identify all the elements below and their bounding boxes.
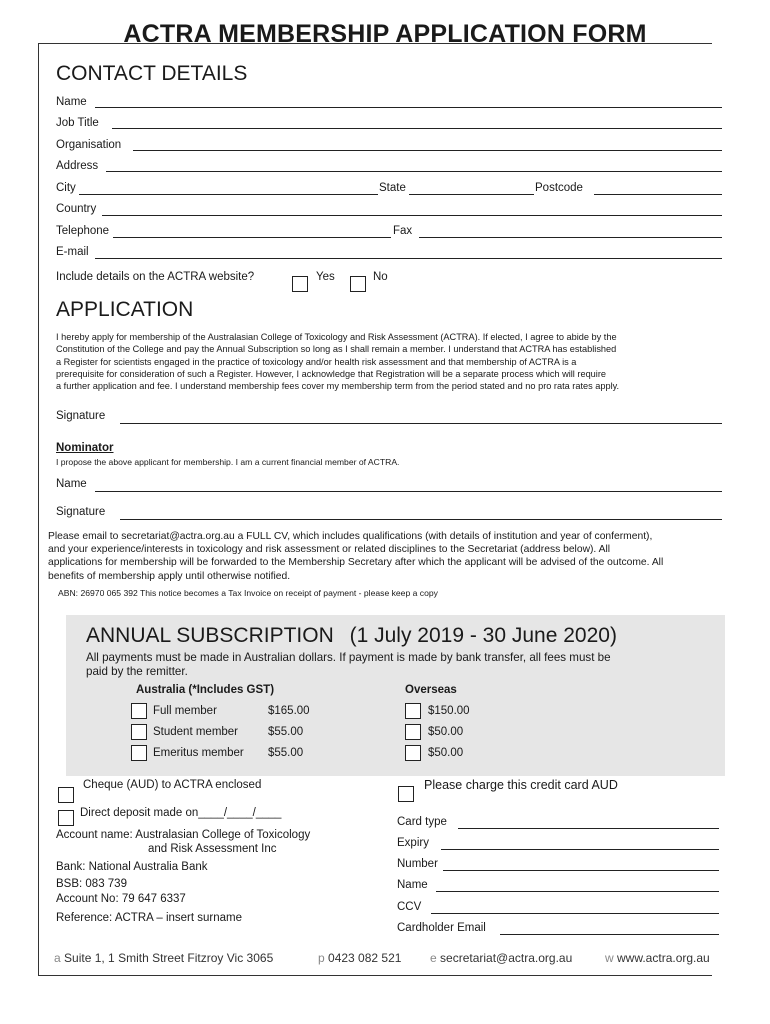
card-type-label: Card type	[397, 816, 447, 828]
card-number-label: Number	[397, 858, 438, 870]
student-member-overseas-price: $50.00	[428, 726, 464, 738]
declaration-line: a further application and fee. I understand membership fees cover my membership term from the period stated and no pro rata rates apply.	[56, 381, 620, 392]
application-heading: APPLICATION	[56, 298, 194, 321]
contact-heading: CONTACT DETAILS	[56, 62, 248, 85]
footer-email-value[interactable]: secretariat@actra.org.au	[440, 951, 573, 965]
footer-phone-value: 0423 082 521	[328, 951, 402, 965]
card-type-field[interactable]	[458, 828, 719, 829]
nominator-heading: Nominator	[56, 442, 114, 454]
overseas-header: Overseas	[405, 684, 457, 696]
no-checkbox[interactable]	[350, 276, 366, 292]
cardholder-name-field[interactable]	[436, 891, 719, 892]
email-cv-notice	[48, 530, 763, 583]
address-label: Address	[56, 160, 99, 172]
full-member-aud-price: $165.00	[268, 705, 310, 717]
applicant-signature-field[interactable]	[120, 423, 722, 424]
country-label: Country	[56, 203, 97, 215]
footer-website-value[interactable]: www.actra.org.au	[617, 951, 710, 965]
form-frame-bottom	[38, 975, 712, 976]
telephone-field[interactable]	[113, 237, 391, 238]
telephone-label: Telephone	[56, 225, 110, 237]
notice-line: applications for membership will be forwarded to the Membership Secretary after which the applicant will be advised of the outcome. All	[48, 557, 664, 569]
cardholder-email-field[interactable]	[500, 934, 719, 935]
student-member-aud-price: $55.00	[268, 726, 304, 738]
full-member-overseas-checkbox[interactable]	[405, 703, 421, 719]
payment-reference: Reference: ACTRA – insert surname	[56, 912, 242, 924]
full-member-overseas-price: $150.00	[428, 705, 470, 717]
footer-email	[430, 951, 572, 965]
account-name-line1: Account name: Australasian College of Toxicology	[56, 829, 311, 841]
footer-address-key: a	[54, 951, 61, 965]
subscription-note-line: All payments must be made in Australian dollars. If payment is made by bank transfer, all fees must be	[86, 651, 611, 664]
email-field[interactable]	[95, 258, 722, 259]
footer-email-key: e	[430, 951, 437, 965]
nominator-signature-label: Signature	[56, 506, 106, 518]
subscription-heading	[86, 624, 617, 648]
page-title: ACTRA MEMBERSHIP APPLICATION FORM	[123, 20, 647, 48]
application-declaration	[56, 331, 756, 392]
abn-notice: ABN: 26970 065 392 This notice becomes a Tax Invoice on receipt of payment - please keep a copy	[58, 588, 438, 598]
card-number-field[interactable]	[443, 870, 719, 871]
bsb: BSB: 083 739	[56, 878, 127, 890]
cheque-checkbox[interactable]	[58, 787, 74, 803]
state-field[interactable]	[409, 194, 534, 195]
expiry-label: Expiry	[397, 837, 429, 849]
account-number: Account No: 79 647 6337	[56, 893, 186, 905]
yes-label: Yes	[316, 271, 335, 283]
country-field[interactable]	[102, 215, 722, 216]
notice-line: benefits of membership apply until otherwise notified.	[48, 570, 291, 582]
subscription-note-line: paid by the remitter.	[86, 665, 188, 678]
nominator-name-label: Name	[56, 478, 87, 490]
credit-card-checkbox[interactable]	[398, 786, 414, 802]
subscription-note	[86, 651, 611, 679]
bank-name: Bank: National Australia Bank	[56, 861, 208, 873]
australia-header: Australia (*Includes GST)	[136, 684, 275, 696]
student-member-overseas-checkbox[interactable]	[405, 724, 421, 740]
notice-line: and your experience/interests in toxicology and risk assessment or related disciplines to the Secretariat (address below). All	[48, 544, 611, 556]
cardholder-name-label: Name	[397, 879, 428, 891]
full-member-label: Full member	[153, 705, 217, 717]
expiry-field[interactable]	[441, 849, 719, 850]
fax-field[interactable]	[419, 237, 722, 238]
city-label: City	[56, 182, 76, 194]
applicant-signature-label: Signature	[56, 410, 106, 422]
name-field[interactable]	[95, 107, 722, 108]
emeritus-member-label: Emeritus member	[153, 747, 244, 759]
declaration-line: Constitution of the College and pay the Annual Subscription so long as I shall remain a member. I understand that ACTRA has established	[56, 344, 617, 355]
declaration-line: a Register for scientists engaged in the practice of toxicology and/or health risk assessment and that membership of ACTRA is a	[56, 356, 577, 367]
student-member-aud-checkbox[interactable]	[131, 724, 147, 740]
job-title-label: Job Title	[56, 117, 99, 129]
footer-website-key: w	[605, 951, 614, 965]
declaration-line: I hereby apply for membership of the Australasian College of Toxicology and Risk Assessment (ACTRA). If elected, I agree to abide by the	[56, 332, 617, 342]
footer-address-value: Suite 1, 1 Smith Street Fitzroy Vic 3065	[64, 951, 274, 965]
account-name-line2: and Risk Assessment Inc	[148, 843, 277, 855]
credit-card-label: Please charge this credit card AUD	[424, 778, 618, 792]
nominator-statement: I propose the above applicant for membership. I am a current financial member of ACTRA.	[56, 457, 400, 467]
emeritus-member-aud-checkbox[interactable]	[131, 745, 147, 761]
job-title-field[interactable]	[112, 128, 722, 129]
city-field[interactable]	[79, 194, 378, 195]
fax-label: Fax	[393, 225, 413, 237]
yes-checkbox[interactable]	[292, 276, 308, 292]
footer-phone	[318, 951, 401, 965]
emeritus-member-aud-price: $55.00	[268, 747, 304, 759]
ccv-field[interactable]	[431, 913, 719, 914]
direct-deposit-label: Direct deposit made on____/____/____	[80, 807, 282, 819]
address-field[interactable]	[106, 171, 722, 172]
website-question: Include details on the ACTRA website?	[56, 271, 255, 283]
emeritus-member-overseas-checkbox[interactable]	[405, 745, 421, 761]
cardholder-email-label: Cardholder Email	[397, 922, 486, 934]
email-label: E-mail	[56, 246, 89, 258]
cheque-label: Cheque (AUD) to ACTRA enclosed	[83, 779, 262, 791]
postcode-field[interactable]	[594, 194, 722, 195]
ccv-label: CCV	[397, 901, 422, 913]
footer-address	[54, 951, 273, 965]
subscription-period: (1 July 2019 - 30 June 2020)	[349, 624, 617, 647]
organisation-label: Organisation	[56, 139, 122, 151]
postcode-label: Postcode	[535, 182, 583, 194]
direct-deposit-checkbox[interactable]	[58, 810, 74, 826]
emeritus-member-overseas-price: $50.00	[428, 747, 464, 759]
full-member-aud-checkbox[interactable]	[131, 703, 147, 719]
nominator-name-field[interactable]	[95, 491, 722, 492]
name-label: Name	[56, 96, 87, 108]
form-frame-left	[38, 43, 39, 975]
no-label: No	[373, 271, 388, 283]
nominator-signature-field[interactable]	[120, 519, 722, 520]
organisation-field[interactable]	[133, 150, 722, 151]
state-label: State	[379, 182, 406, 194]
footer-website	[605, 951, 710, 965]
declaration-line: prerequisite for consideration of such a Register. However, I acknowledge that Registration will be a separate process which will require	[56, 368, 606, 379]
footer-phone-key: p	[318, 951, 325, 965]
student-member-label: Student member	[153, 726, 239, 738]
notice-line: Please email to secretariat@actra.org.au a FULL CV, which includes qualifications (with details of institution and year of conferment),	[48, 531, 653, 542]
subscription-title: ANNUAL SUBSCRIPTION	[86, 624, 334, 647]
